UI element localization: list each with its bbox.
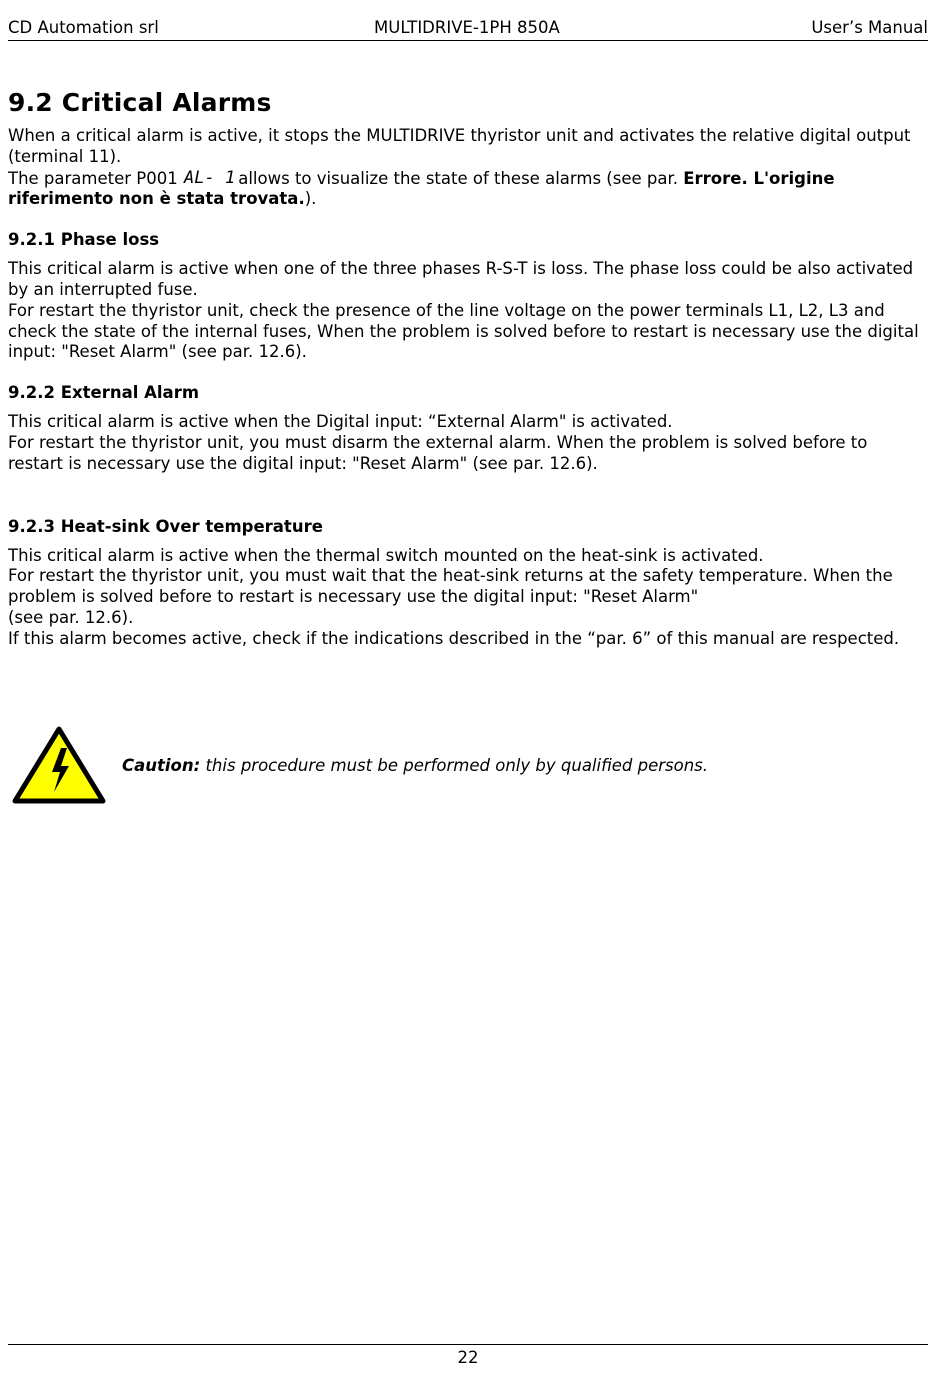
lcd-display-icon (183, 167, 236, 188)
header-company: CD Automation srl (8, 18, 159, 37)
external-alarm-p1: This critical alarm is active when the Digital input: “External Alarm" is activated. (8, 412, 673, 432)
heatsink-p2a: For restart the thyristor unit, you must wait that the heat-sink returns at the safety temperature. When the problem is solved before to restart is necessary use the digital input: "Reset Alarm" (8, 566, 893, 607)
intro-end: ). (304, 189, 317, 209)
subsection-title-heatsink: 9.2.3 Heat-sink Over temperature (8, 516, 323, 536)
intro-param-prefix: The parameter P001 (8, 168, 178, 188)
intro-ref-error: Errore. L'origine riferimento non è stata trovata. (8, 168, 835, 209)
caution-text (122, 756, 708, 775)
caution-body: this procedure must be performed only by qualified persons. (200, 756, 709, 775)
heatsink-p1: This critical alarm is active when the thermal switch mounted on the heat-sink is activated. (8, 545, 764, 565)
caution-notice (12, 726, 912, 806)
caution-label: Caution: (122, 756, 201, 775)
section-intro-text (8, 126, 923, 210)
phase-loss-p2: For restart the thyristor unit, check the presence of the line voltage on the power terminals L1, L2, L3 and check the state of the internal fuses, When the problem is solved before to restart is necessary use the digital input: "Reset Alarm" (see par. 12.6). (8, 300, 919, 362)
phase-loss-text (8, 259, 923, 363)
high-voltage-warning-icon (12, 726, 106, 804)
external-alarm-text (8, 412, 923, 474)
heatsink-p2b: (see par. 12.6). (8, 607, 134, 627)
section-title: 9.2 Critical Alarms (8, 88, 272, 117)
page-header (8, 18, 928, 41)
heatsink-text (8, 546, 923, 650)
lcd-display-text: AL- 1 (183, 167, 236, 188)
page-footer (8, 1344, 928, 1367)
page-number: 22 (457, 1348, 479, 1367)
header-product: MULTIDRIVE-1PH 850A (374, 18, 560, 37)
intro-param-suffix: allows to visualize the state of these alarms (see par. (238, 168, 678, 188)
heatsink-p3: If this alarm becomes active, check if the indications described in the “par. 6” of this manual are respected. (8, 628, 900, 648)
phase-loss-p1: This critical alarm is active when one of the three phases R-S-T is loss. The phase loss could be also activated by an interrupted fuse. (8, 259, 914, 299)
subsection-title-external-alarm: 9.2.2 External Alarm (8, 383, 200, 403)
subsection-title-phase-loss: 9.2.1 Phase loss (8, 230, 160, 250)
external-alarm-p2: For restart the thyristor unit, you must disarm the external alarm. When the problem is solved before to restart is necessary use the digital input: "Reset Alarm" (see par. 12.6). (8, 432, 868, 473)
header-doc-type: User’s Manual (811, 18, 928, 37)
intro-line-1: When a critical alarm is active, it stops the MULTIDRIVE thyristor unit and activates the relative digital output (terminal 11). (8, 126, 911, 166)
page-content (8, 88, 923, 650)
